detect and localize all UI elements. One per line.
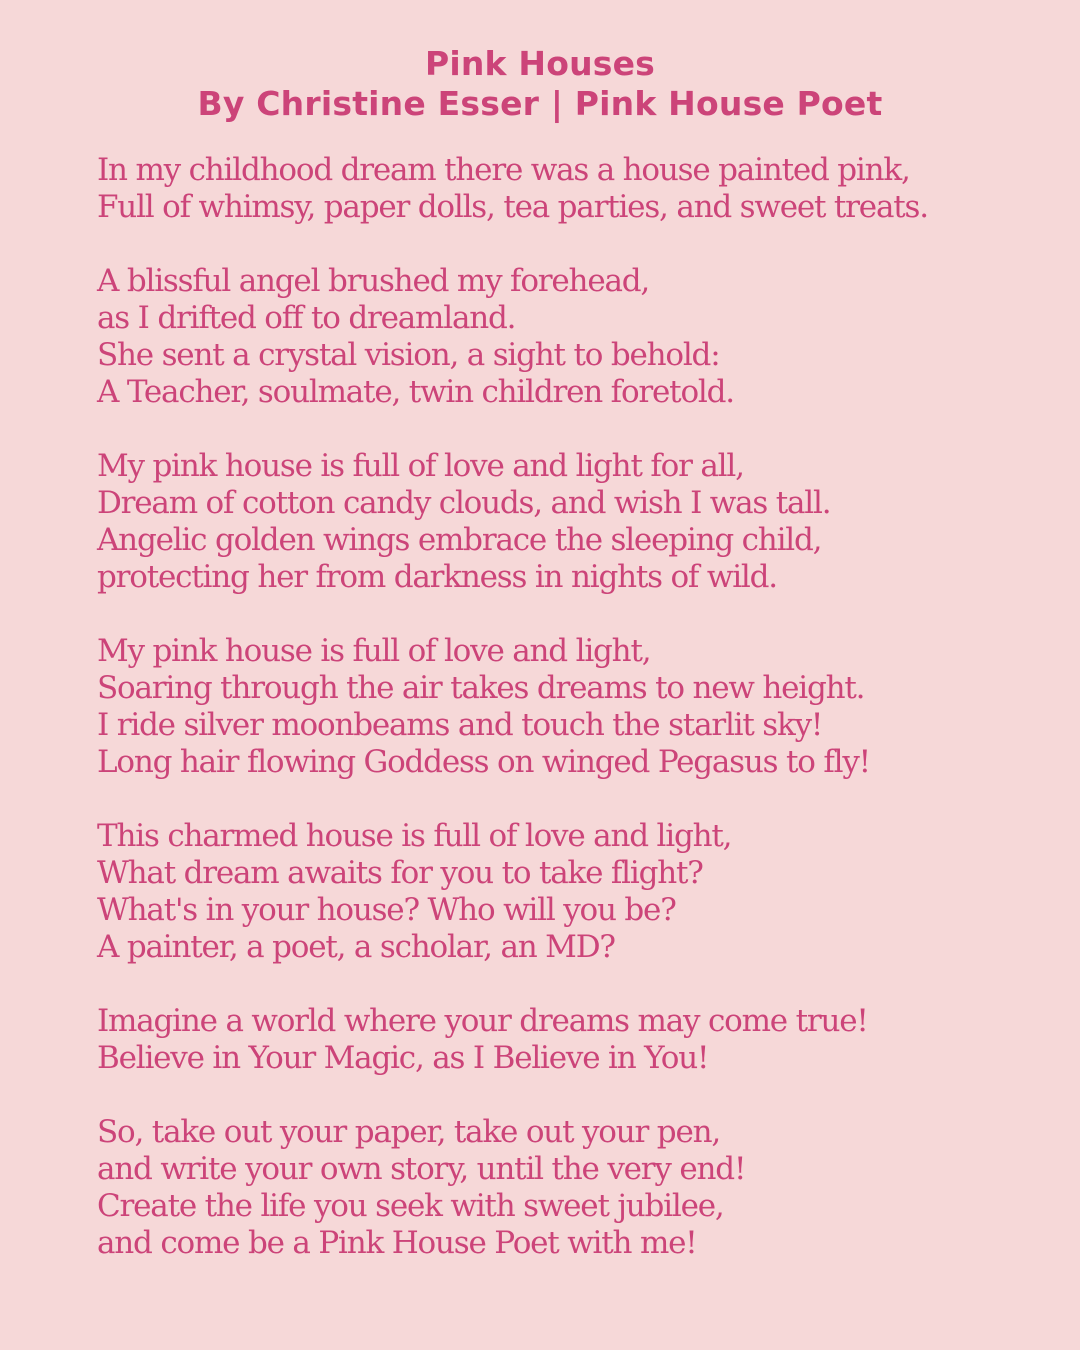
poem-line: So, take out your paper, take out your pen, — [97, 1114, 721, 1150]
poem-line: Angelic golden wings embrace the sleeping child, — [97, 522, 822, 558]
poem-line: Full of whimsy, paper dolls, tea parties, and sweet treats. — [97, 189, 928, 225]
poem-line: Long hair flowing Goddess on winged Pegasus to fly! — [97, 744, 870, 780]
poem-title: Pink Houses — [424, 44, 656, 83]
poem-line: and write your own story, until the very end! — [97, 1151, 746, 1187]
poem-line: Believe in Your Magic, as I Believe in You! — [97, 1040, 709, 1076]
poem-line: I ride silver moonbeams and touch the starlit sky! — [97, 707, 823, 743]
poem-body — [97, 152, 1037, 1299]
poem-stanza — [97, 1003, 1037, 1077]
poem-line: Dream of cotton candy clouds, and wish I was tall. — [97, 485, 831, 521]
poem-line: This charmed house is full of love and light, — [97, 818, 732, 854]
poem-line: and come be a Pink House Poet with me! — [97, 1225, 697, 1261]
poem-stanza — [97, 1114, 1037, 1262]
poem-line: She sent a crystal vision, a sight to behold: — [97, 337, 720, 373]
poem-line: Soaring through the air takes dreams to new height. — [97, 670, 865, 706]
poem-line: In my childhood dream there was a house painted pink, — [97, 152, 910, 188]
poem-line: A Teacher, soulmate, twin children foretold. — [97, 374, 734, 410]
poem-line: What dream awaits for you to take flight? — [97, 855, 703, 891]
poem-line: Imagine a world where your dreams may come true! — [97, 1003, 868, 1039]
poem-line: protecting her from darkness in nights of wild. — [97, 559, 777, 595]
poem-line: A painter, a poet, a scholar, an MD? — [97, 929, 615, 965]
poem-line: Create the life you seek with sweet jubilee, — [97, 1188, 724, 1224]
poem-line: What's in your house? Who will you be? — [97, 892, 676, 928]
poem-stanza — [97, 633, 1037, 781]
poem-line: as I drifted off to dreamland. — [97, 300, 516, 336]
poem-stanza — [97, 263, 1037, 411]
poem-line: My pink house is full of love and light, — [97, 633, 651, 669]
title-block — [0, 44, 1080, 124]
poem-line: A blissful angel brushed my forehead, — [97, 263, 650, 299]
poem-stanza — [97, 818, 1037, 966]
poem-line: My pink house is full of love and light for all, — [97, 448, 744, 484]
poem-stanza — [97, 152, 1037, 226]
poem-stanza — [97, 448, 1037, 596]
poem-byline: By Christine Esser | Pink House Poet — [197, 84, 883, 123]
